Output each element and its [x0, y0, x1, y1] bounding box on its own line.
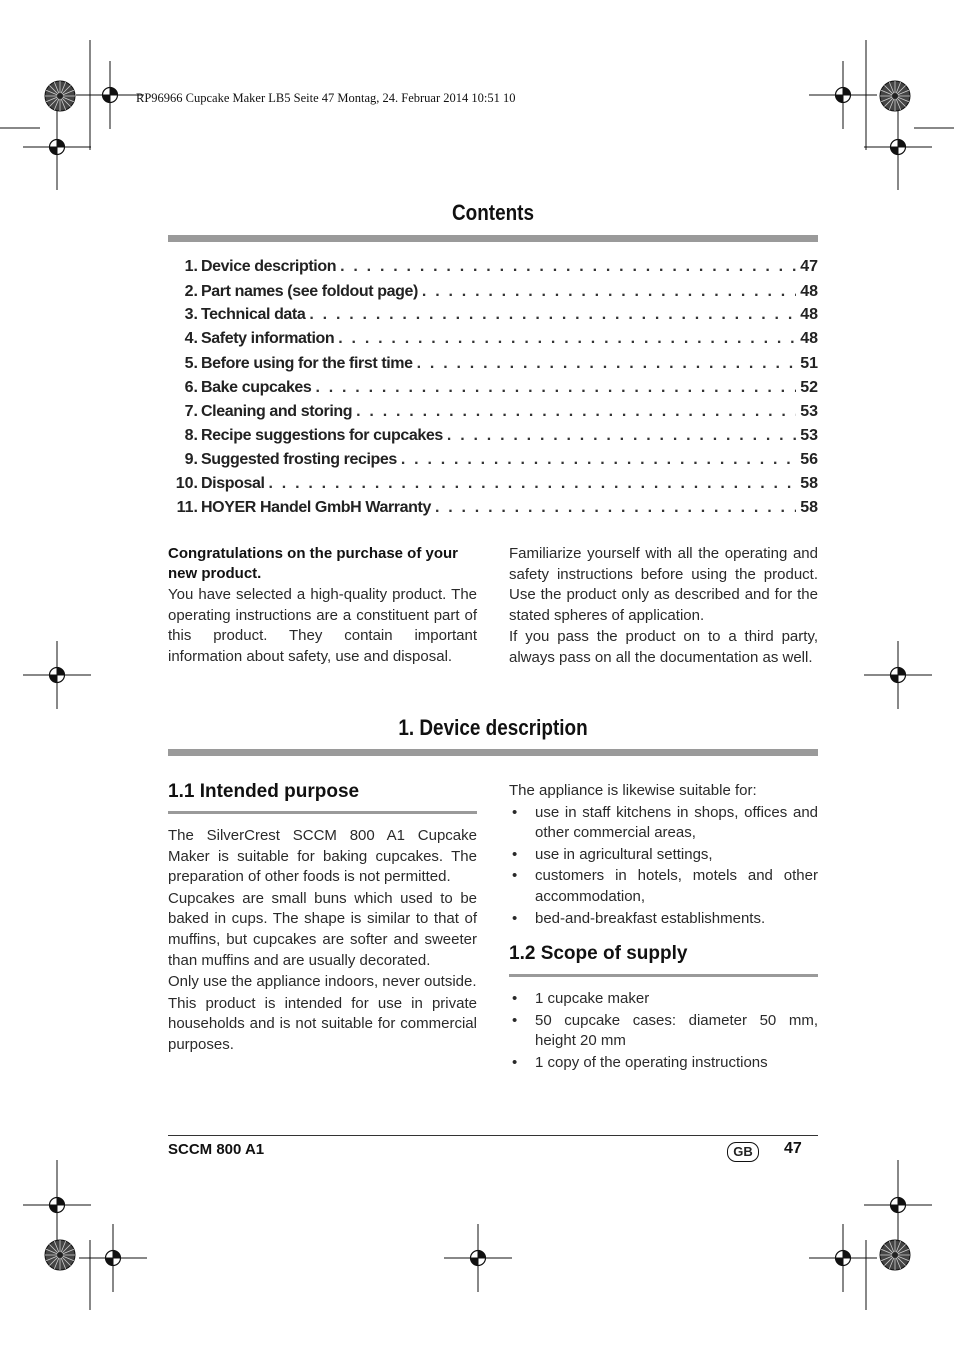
toc-entry: 3. Technical data . . . 48 [168, 300, 818, 324]
intended-purpose-heading: 1.1 Intended purpose [168, 781, 360, 802]
contents-title: Contents [452, 200, 534, 225]
crop-lines [0, 40, 954, 1310]
print-slug: RP96966 Cupcake Maker LB5 Seite 47 Montag, 24. Februar 2014 10:51 10 [136, 91, 516, 105]
toc-entry: 11. HOYER Handel GmbH Warranty . . . 58 [168, 493, 818, 517]
list-item: • customers in hotels, motels and other accommodation, [509, 866, 818, 907]
toc-entry: 6. Bake cupcakes . . . 52 [168, 373, 818, 397]
intro-right-column [509, 544, 818, 670]
list-item: • use in staff kitchens in shops, offices and other commercial areas, [509, 803, 818, 844]
footer-model: SCCM 800 A1 [168, 1141, 265, 1158]
toc-entry: 10. Disposal . . . 58 [168, 469, 818, 493]
body-paragraph: This product is intended for use in private households and is not suitable for commercial purposes. [168, 994, 477, 1053]
intro-paragraph: If you pass the product on to a third party, always pass on all the documentation as well. [509, 628, 818, 666]
section-title: 1. Device description [398, 715, 588, 740]
list-item: • 1 cupcake maker [509, 989, 818, 1010]
intro-left-column [168, 544, 477, 668]
language-badge: GB [727, 1142, 759, 1162]
toc-entry: 7. Cleaning and storing . . . 53 [168, 397, 818, 421]
body-paragraph: The SilverCrest SCCM 800 A1 Cupcake Maker is suitable for baking cupcakes. The preparation of other foods is not permitted. [168, 827, 477, 886]
scope-of-supply-heading: 1.2 Scope of supply [509, 943, 688, 964]
intro-heading: Congratulations on the purchase of your new product. [168, 545, 459, 582]
intro-paragraph: Familiarize yourself with all the operating and safety instructions before using the product. Use the product only as described and for the stated spheres of application. [509, 545, 818, 624]
subsection-rule [509, 974, 818, 977]
suitable-for-text [509, 781, 818, 930]
contents-rule [168, 235, 818, 242]
intended-purpose-text [168, 826, 477, 1057]
section-rule [168, 749, 818, 756]
list-item: • bed-and-breakfast establishments. [509, 909, 818, 930]
page-number: 47 [784, 1140, 802, 1157]
footer-rule [168, 1135, 818, 1136]
list-item: • 50 cupcake cases: diameter 50 mm, height 20 mm [509, 1011, 818, 1052]
toc-entry: 1. Device description . . . 47 [168, 252, 818, 276]
subsection-rule [168, 811, 477, 814]
body-paragraph: Only use the appliance indoors, never outside. [168, 973, 477, 991]
toc-entry: 5. Before using for the first time . . . 51 [168, 349, 818, 373]
intro-paragraph: You have selected a high-quality product. The operating instructions are a constituent part of this product. They contain important information about safety, use and disposal. [168, 586, 477, 665]
toc-entry: 2. Part names (see foldout page) . . . 48 [168, 277, 818, 301]
list-item: • 1 copy of the operating instructions [509, 1053, 818, 1074]
toc-entry: 4. Safety information . . . 48 [168, 324, 818, 348]
list-item: • use in agricultural settings, [509, 845, 818, 866]
body-paragraph: The appliance is likewise suitable for: [509, 782, 757, 799]
body-paragraph: Cupcakes are small buns which used to be baked in cups. The shape is similar to that of muffins, but cupcakes are softer and sweeter than muffins and are usually decorated. [168, 889, 477, 969]
toc-entry: 8. Recipe suggestions for cupcakes . . . 53 [168, 421, 818, 445]
toc-entry: 9. Suggested frosting recipes . . . 56 [168, 445, 818, 469]
supply-list [509, 989, 818, 1073]
suitable-list [509, 803, 818, 930]
scope-of-supply-text [509, 989, 818, 1074]
